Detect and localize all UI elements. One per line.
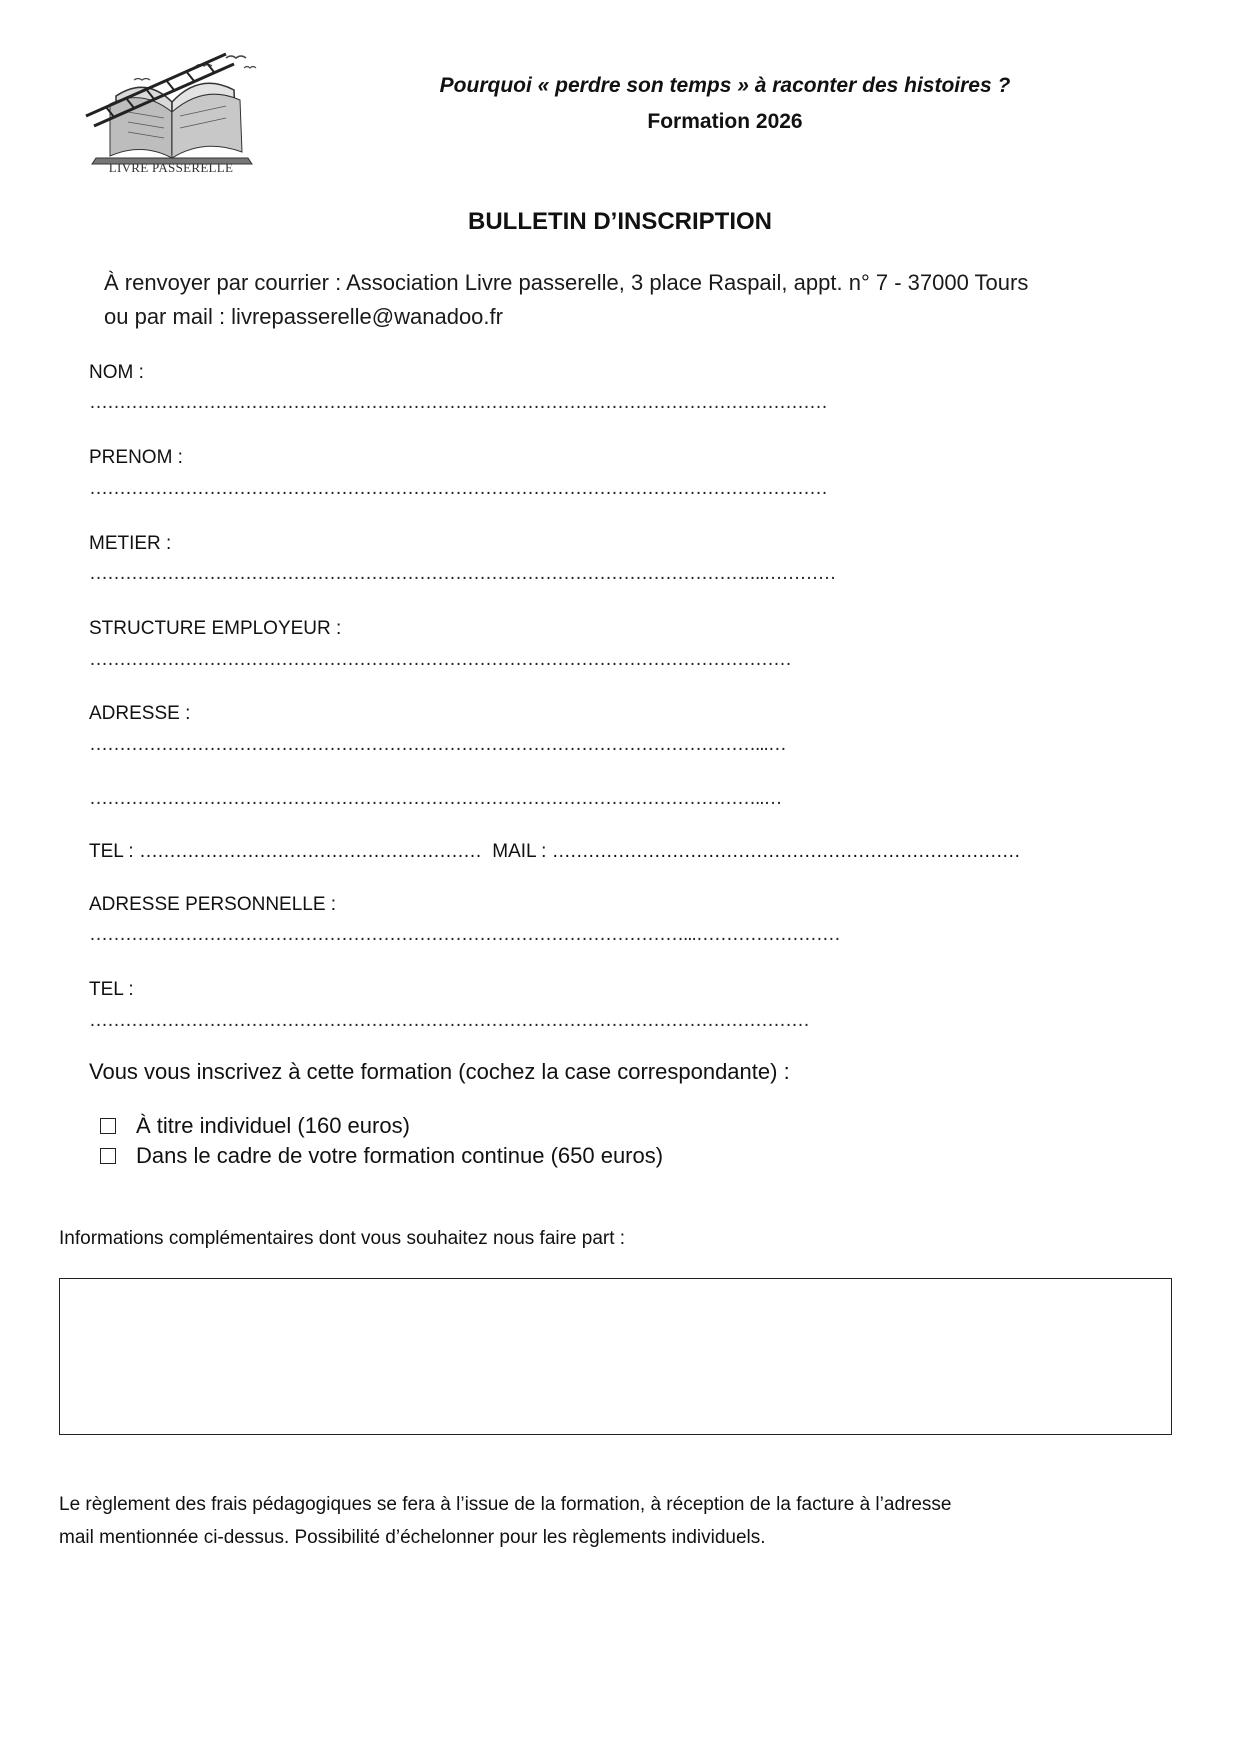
registration-question: Vous vous inscrivez à cette formation (cochez la case correspondante) : bbox=[89, 1059, 790, 1084]
adresse-field-line1[interactable]: …………………………………………………………………………………………………...… bbox=[89, 734, 786, 755]
email-instructions: ou par mail : livrepasserelle@wanadoo.fr bbox=[104, 304, 503, 329]
option-individual[interactable] bbox=[100, 1113, 410, 1139]
metier-label: METIER : bbox=[89, 533, 172, 554]
adresse-perso-label: ADRESSE PERSONNELLE : bbox=[89, 894, 337, 915]
continuing-education-option-label: Dans le cadre de votre formation continue (650 euros) bbox=[136, 1143, 664, 1168]
adresse-perso-field[interactable]: ………………………………………………………………………………………...…………………… bbox=[89, 924, 840, 945]
adresse-field-line2[interactable]: …………………………………………………………………………………………………..… bbox=[89, 788, 782, 809]
payment-text-line1: Le règlement des frais pédagogiques se fera à l’issue de la formation, à réception de la facture à l’adresse bbox=[59, 1494, 952, 1515]
payment-text-line2: mail mentionnée ci-dessus. Possibilité d’échelonner pour les règlements individuels. bbox=[59, 1527, 766, 1548]
document-tagline: Pourquoi « perdre son temps » à raconter des histoires ? bbox=[439, 74, 1011, 97]
postal-instructions: À renvoyer par courrier : Association Livre passerelle, 3 place Raspail, appt. n° 7 - 37000 Tours bbox=[104, 270, 1029, 295]
metier-field[interactable]: …………………………………………………………………………………………………..………… bbox=[89, 563, 836, 584]
tel-field[interactable]: ………………………………………………… bbox=[138, 841, 481, 862]
nom-field[interactable]: …………………………………………………………………………………………………………… bbox=[89, 392, 827, 413]
individual-option-label: À titre individuel (160 euros) bbox=[136, 1113, 410, 1138]
structure-field[interactable]: ……………………………………………………………………………………………………… bbox=[89, 649, 791, 670]
tel-perso-label: TEL : bbox=[89, 979, 134, 1000]
additional-info-label: Informations complémentaires dont vous souhaitez nous faire part : bbox=[59, 1228, 626, 1249]
individual-checkbox[interactable] bbox=[100, 1118, 116, 1134]
tel-label: TEL : bbox=[89, 841, 134, 862]
structure-label: STRUCTURE EMPLOYEUR : bbox=[89, 618, 342, 639]
mail-label: MAIL : bbox=[492, 841, 547, 862]
mail-field[interactable]: …………………………………………………………………… bbox=[551, 841, 1020, 862]
continuing-education-checkbox[interactable] bbox=[100, 1148, 116, 1164]
tel-mail-row bbox=[89, 841, 1020, 863]
adresse-label: ADRESSE : bbox=[89, 703, 191, 724]
page-title: BULLETIN D’INSCRIPTION bbox=[468, 208, 772, 235]
prenom-label: PRENOM : bbox=[89, 447, 183, 468]
option-continuing-education[interactable] bbox=[100, 1143, 663, 1169]
edition-label: Formation 2026 bbox=[647, 110, 803, 133]
logo-caption: LIVRE PASSERELLE bbox=[108, 160, 234, 175]
tel-perso-field[interactable]: ………………………………………………………………………………………………………… bbox=[89, 1010, 809, 1031]
prenom-field[interactable]: …………………………………………………………………………………………………………… bbox=[89, 478, 827, 499]
open-book-ladder-icon bbox=[76, 46, 266, 166]
additional-info-box[interactable] bbox=[59, 1278, 1172, 1435]
nom-label: NOM : bbox=[89, 362, 144, 383]
